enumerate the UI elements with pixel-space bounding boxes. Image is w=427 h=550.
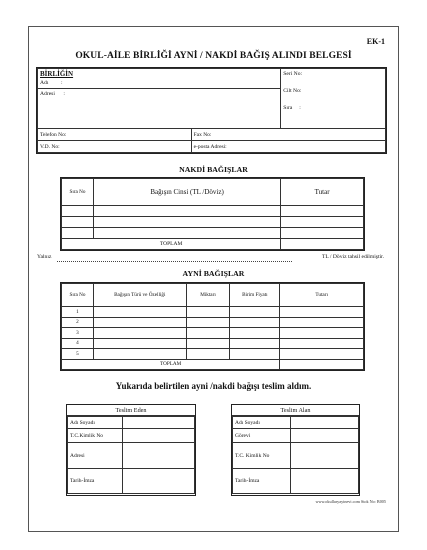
nakdi-cell[interactable] [62,217,94,228]
tahsil-text: TL / Döviz tahsil edilmiştir. [321,254,384,260]
nakdi-table [61,178,364,250]
ayni-row-number: 3 [62,328,94,339]
adresi-colon: : [63,91,65,97]
teslim-eden-box [66,404,196,496]
teslim-eden-value[interactable] [123,417,195,429]
teslim-eden-label: Adresi [68,443,123,469]
teslim-alan-label: Görevi [233,429,291,443]
adresi-label: Adresi [40,91,55,97]
ayni-col-sira: Sıra No [62,284,94,307]
teslim-alan-table [232,416,359,494]
ayni-cell[interactable] [93,349,186,360]
ayni-title: AYNİ BAĞIŞLAR [182,269,245,278]
teslim-alan-value[interactable] [291,469,359,494]
ayni-cell[interactable] [230,317,280,328]
ayni-cell[interactable] [280,317,364,328]
annex-label: EK-1 [366,37,385,46]
nakdi-cell[interactable] [93,217,280,228]
nakdi-col-cinsi: Bağışın Cinsi (TL /Döviz) [93,179,280,206]
teslim-eden-title: Teslim Eden [67,405,195,416]
ayni-col-miktari: Miktarı [186,284,230,307]
teslim-alan-box [231,404,360,496]
ayni-row-number: 5 [62,349,94,360]
teslim-alan-label: Tarih-İmza [233,469,291,494]
teslim-statement: Yukarıda belirtilen ayni /nakdi bağışı teslim aldım. [115,381,312,391]
nakdi-cell[interactable] [281,217,364,228]
sira-label: Sıra [283,105,293,111]
yalniz-label: Yalnız [37,254,52,260]
ayni-cell[interactable] [93,328,186,339]
ayni-col-tutari: Tutarı [280,284,364,307]
teslim-alan-value[interactable] [291,443,359,469]
birligin-label: BİRLİĞİN [40,70,74,78]
nakdi-toplam-value[interactable] [281,239,364,250]
ayni-cell[interactable] [186,317,230,328]
teslim-eden-label: T.C.Kimlik No [68,429,123,443]
seri-no-label: Seri No: [283,71,303,77]
yalniz-dotted-field[interactable] [57,261,292,262]
cilt-no-label: Cilt No: [283,88,302,94]
ayni-cell[interactable] [186,349,230,360]
ayni-cell[interactable] [280,328,364,339]
vd-field[interactable]: V.D. No: [38,141,192,153]
ayni-cell[interactable] [280,307,364,318]
ayni-cell[interactable] [280,338,364,349]
ayni-cell[interactable] [230,307,280,318]
teslim-eden-table [67,416,195,494]
teslim-eden-value[interactable] [123,469,195,494]
ayni-cell[interactable] [230,338,280,349]
eposta-field[interactable]: e-posta Adresi: [191,141,385,153]
ayni-cell[interactable] [93,338,186,349]
ayni-col-turu: Bağışın Türü ve Özelliği [93,284,186,307]
teslim-alan-title: Teslim Alan [232,405,359,416]
nakdi-cell[interactable] [281,228,364,239]
ayni-cell[interactable] [230,328,280,339]
nakdi-cell[interactable] [62,206,94,217]
teslim-alan-value[interactable] [291,417,359,429]
ayni-cell[interactable] [93,307,186,318]
nakdi-col-sira: Sıra No [62,179,94,206]
yalniz-line [37,254,384,263]
footer-publisher: www.okullaryayinevi.com Stok No: B005 [315,499,386,504]
teslim-alan-value[interactable] [291,429,359,443]
ayni-cell[interactable] [230,349,280,360]
teslim-eden-value[interactable] [123,429,195,443]
teslim-eden-label: Tarih-İmza [68,469,123,494]
ayni-col-birim: Birim Fiyatı [230,284,280,307]
nakdi-cell[interactable] [93,206,280,217]
teslim-alan-label: T.C. Kimlik No [233,443,291,469]
ayni-cell[interactable] [186,328,230,339]
ayni-cell[interactable] [186,307,230,318]
form-page [28,26,399,532]
ayni-cell[interactable] [186,338,230,349]
nakdi-toplam: TOPLAM [62,239,281,250]
document-title: OKUL-AİLE BİRLİĞİ AYNİ / NAKDİ BAĞIŞ ALINDI BELGESİ [75,51,352,61]
sira-colon: : [299,105,301,111]
ayni-row-number: 4 [62,338,94,349]
nakdi-col-tutar: Tutar [281,179,364,206]
ayni-toplam: TOPLAM [62,359,280,370]
nakdi-title: NAKDİ BAĞIŞLAR [179,165,248,174]
nakdi-cell[interactable] [93,228,280,239]
ayni-toplam-value[interactable] [280,359,364,370]
nakdi-cell[interactable] [62,228,94,239]
teslim-eden-label: Adı Soyadı [68,417,123,429]
teslim-eden-value[interactable] [123,443,195,469]
organization-info-table [37,68,386,153]
ayni-row-number: 2 [62,317,94,328]
fax-field[interactable]: Fax No: [191,129,385,141]
nakdi-cell[interactable] [281,206,364,217]
adi-label: Adı [40,80,49,86]
ayni-cell[interactable] [280,349,364,360]
telefon-field[interactable]: Telefon No: [38,129,192,141]
ayni-row-number: 1 [62,307,94,318]
ayni-table [61,283,364,370]
ayni-cell[interactable] [93,317,186,328]
adi-colon: : [60,80,63,86]
teslim-alan-label: Adı Soyadı [233,417,291,429]
